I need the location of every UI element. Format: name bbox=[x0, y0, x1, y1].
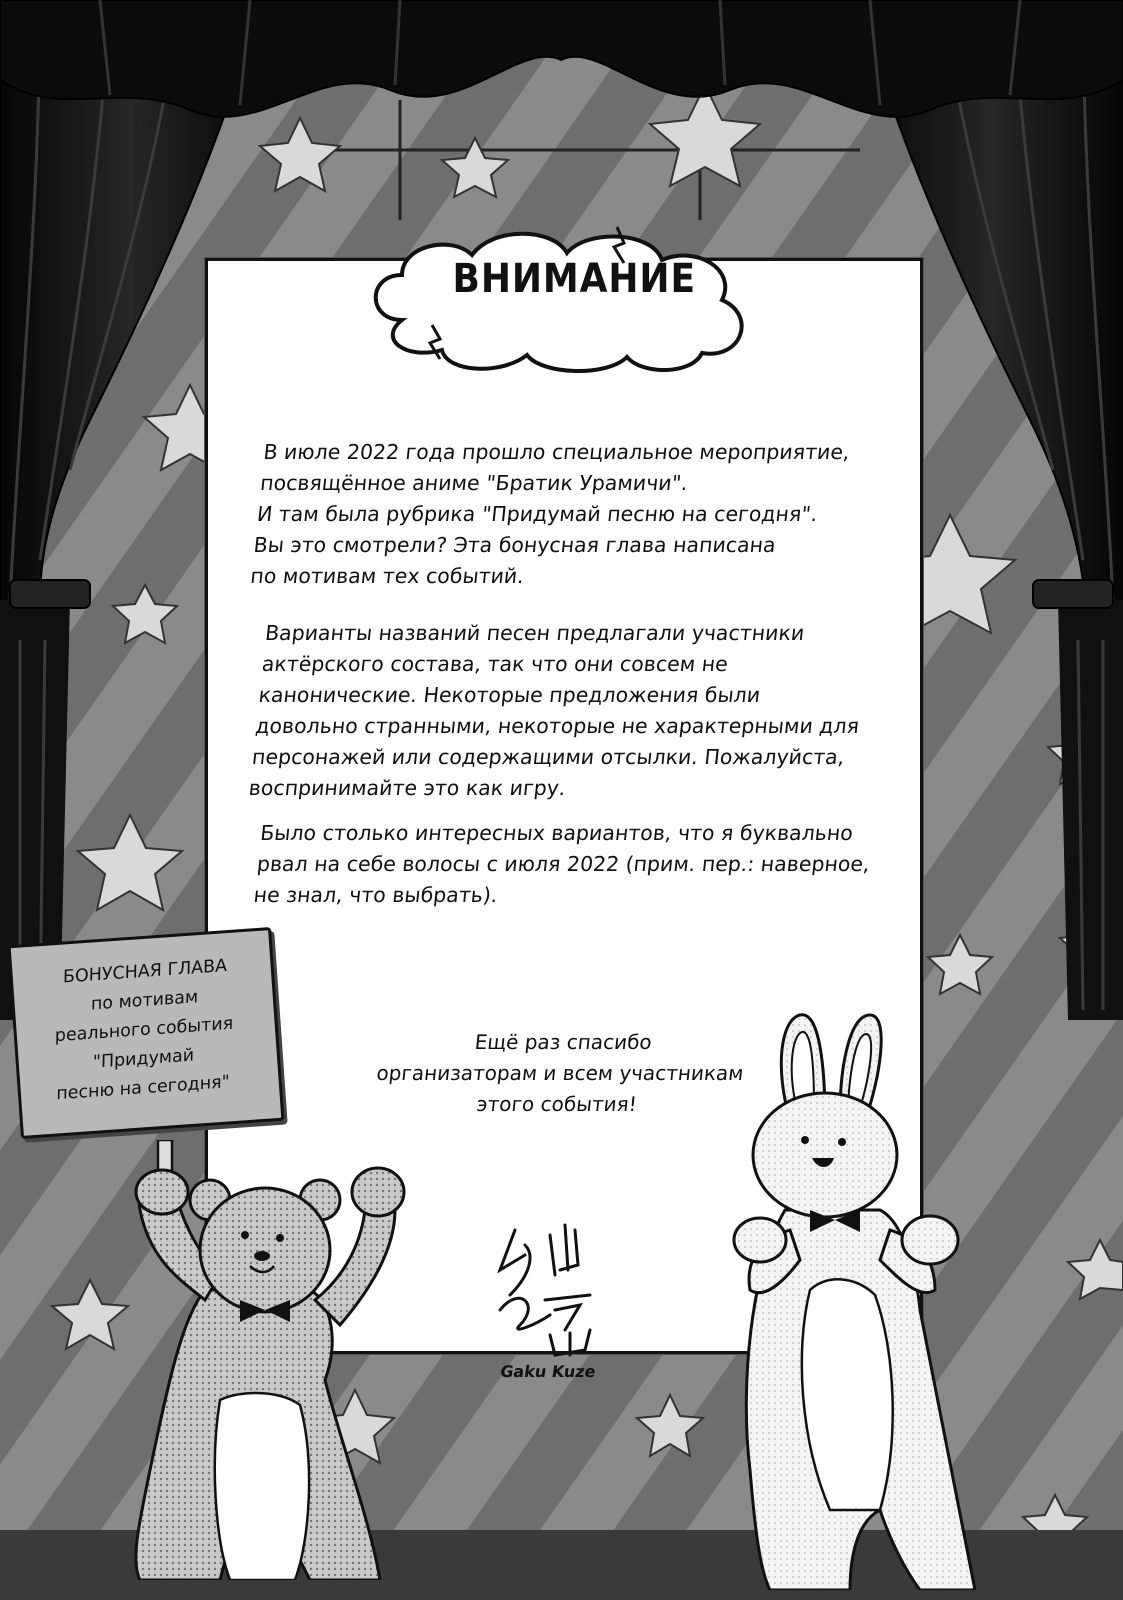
notice-line: канонические. Некоторые предложения были bbox=[257, 683, 762, 707]
sign-text bbox=[23, 949, 265, 1111]
notice-line: актёрского состава, так что они совсем не bbox=[260, 652, 730, 676]
thanks-line: этого события! bbox=[475, 1092, 639, 1116]
notice-line: И там была рубрика "Придумай песню на сегодня". bbox=[255, 502, 819, 526]
page-title: ВНИМАНИЕ bbox=[452, 256, 696, 302]
thanks-line: организаторам и всем участникам bbox=[375, 1061, 745, 1085]
notice-line: по мотивам тех событий. bbox=[249, 564, 526, 588]
notice-line: посвящённое аниме "Братик Урамичи". bbox=[259, 471, 689, 495]
sign-line: реального события bbox=[54, 1013, 234, 1047]
signature-name: Gaku Kuze bbox=[499, 1362, 597, 1381]
rabbit-mascot-icon bbox=[730, 1010, 990, 1590]
notice-line: Варианты названий песен предлагали участники bbox=[263, 621, 806, 645]
bear-mascot-icon bbox=[110, 1140, 450, 1580]
sign-line: "Придумай bbox=[92, 1045, 195, 1073]
notice-line: рвал на себе волосы с июля 2022 (прим. пер.: наверное, bbox=[255, 852, 871, 876]
notice-line: Было столько интересных вариантов, что я буквально bbox=[259, 821, 855, 845]
notice-line: персонажей или содержащими отсылки. Пожалуйста, bbox=[250, 745, 846, 769]
notice-line: не знал, что выбрать). bbox=[252, 883, 499, 907]
sign-line: БОНУСНАЯ ГЛАВА bbox=[62, 956, 228, 988]
notice-line: В июле 2022 года прошло специальное мероприятие, bbox=[262, 440, 851, 464]
notice-line: Вы это смотрели? Эта бонусная глава написана bbox=[252, 533, 777, 557]
signature-icon bbox=[480, 1215, 620, 1365]
sign-line: песню на сегодня" bbox=[56, 1072, 230, 1105]
notice-paragraph-2 bbox=[247, 618, 907, 804]
notice-line: воспринимайте это как игру. bbox=[247, 776, 567, 800]
notice-paragraph-3 bbox=[252, 818, 902, 911]
notice-line: довольно странными, некоторые не характерными для bbox=[254, 714, 861, 738]
sign-line: по мотивам bbox=[90, 987, 199, 1015]
notice-paragraph-1 bbox=[249, 437, 905, 592]
thanks-line: Ещё раз спасибо bbox=[473, 1030, 654, 1054]
thanks-message bbox=[325, 1027, 795, 1120]
